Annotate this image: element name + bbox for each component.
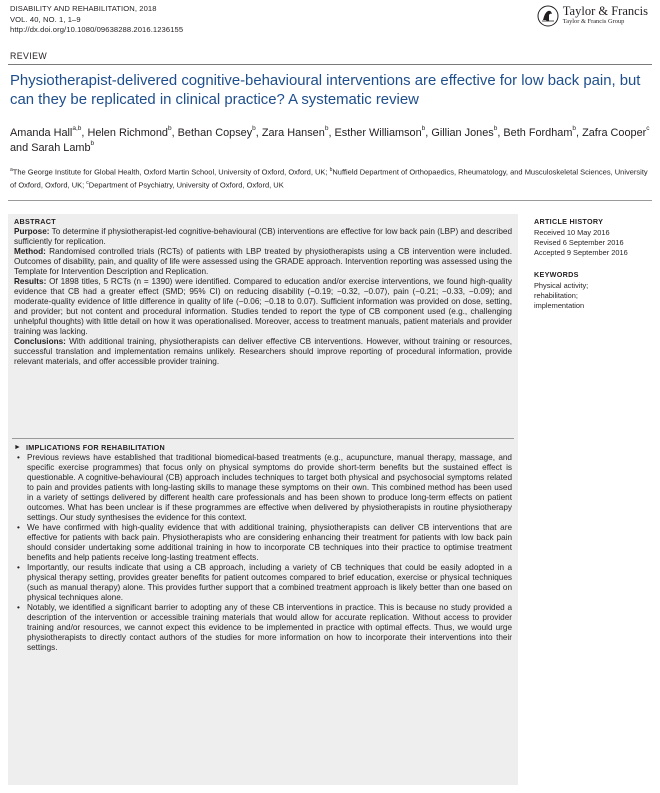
list-item: • Importantly, our results indicate that using a CB approach, including a variety of CB techniques that could be easily adopted in a physical therapy setting, provides greater benefits for patient outcomes compared to brief education, exercise or physical techniques (such as manual therapy) alone. This provides further support that a combined treatment approach is likely better than one based on physical techniques alone. bbox=[17, 563, 512, 602]
abstract-heading: ABSTRACT bbox=[14, 217, 56, 226]
keyword: Physical activity; bbox=[534, 281, 589, 290]
abstract bbox=[14, 217, 512, 367]
article-history-heading: ARTICLE HISTORY bbox=[534, 217, 604, 226]
accepted-date: Accepted 9 September 2016 bbox=[534, 248, 628, 257]
doi-link[interactable]: http://dx.doi.org/10.1080/09638288.2016.1236155 bbox=[10, 25, 184, 35]
triangle-right-icon: ► bbox=[14, 444, 21, 451]
author-7: Beth Fordham$^b$, bbox=[503, 125, 583, 139]
list-item: • Notably, we identified a significant barrier to adopting any of these CB interventions in practice. This is because no study provided a description of the intervention or accessible training materials that would allow for accurate replication. Without access to provider training and/or resources, we cannot expect this evidence to be implemented in practice with optimal effects. Thus, we would urge physiotherapists to directly contact authors of the studies for more information on how to incorporate their interventions into their settings. bbox=[17, 603, 512, 652]
affiliation-c: Department of Psychiatry, University of Oxford, Oxford, UK bbox=[88, 180, 284, 189]
author-list bbox=[10, 126, 650, 156]
bullet-icon: • bbox=[17, 563, 20, 572]
author-1: Amanda Hall$^{a,b}$, bbox=[10, 125, 88, 139]
author-6: Gillian Jones$^b$, bbox=[431, 125, 504, 139]
abstract-conclusions: Conclusions: With additional training, physiotherapists can deliver effective CB interventions. However, without training or resources, successful translation and implementation remains unlikely. Researchers should improve reporting of procedural information, provide relevant materials, and offer accessible provider training. bbox=[14, 337, 512, 366]
author-4: Zara Hansen$^b$, bbox=[261, 125, 335, 139]
revised-date: Revised 6 September 2016 bbox=[534, 238, 624, 247]
implications-section bbox=[14, 443, 512, 653]
journal-header bbox=[10, 4, 183, 36]
author-2: Helen Richmond$^b$, bbox=[87, 125, 178, 139]
affiliation-b: Nuffield Department of Orthopaedics, Rheumatology, and Musculoskeletal Sciences, University of Oxford, Oxford, UK; bbox=[10, 167, 648, 189]
article-history bbox=[534, 217, 654, 258]
article-title: Physiotherapist-delivered cognitive-behavioural interventions are effective for low back pain, but can they be replicated in clinical practice? A systematic review bbox=[10, 73, 641, 108]
keyword: implementation bbox=[534, 301, 585, 310]
bullet-icon: • bbox=[17, 603, 20, 612]
affiliation-a: The George Institute for Global Health, Oxford Martin School, University of Oxford, Oxford, UK; bbox=[12, 167, 330, 177]
received-date: Received 10 May 2016 bbox=[534, 228, 610, 237]
journal-volume: VOL. 40, NO. 1, 1–9 bbox=[10, 14, 81, 24]
header-divider bbox=[8, 64, 652, 65]
implications-heading: IMPLICATIONS FOR REHABILITATION bbox=[25, 443, 165, 452]
affiliations: $^a$The George Institute for Global Health, Oxford Martin School, University of Oxford, Oxford, UK; $^b$Nuffield Department of Orthopaedics, Rheumatology, and Musculoskeletal Sciences, University of Oxford, Oxford, UK; $^c$Department of Psychiatry, University of Oxford, Oxford, UK bbox=[10, 167, 648, 189]
abstract-purpose: Purpose: To determine if physiotherapist-led cognitive-behavioural (CB) interventions are effective for low back pain (LBP) and described sufficiently for replication. bbox=[14, 227, 512, 246]
bullet-icon: • bbox=[17, 453, 20, 462]
abstract-method: Method: Randomised controlled trials (RCTs) of patients with LBP treated by physiotherapists using a CB intervention were included. Outcomes of disability, pain, and quality of life were assessed using the GRADE approach. Intervention reporting was assessed using the Template for Intervention Description and Replication. bbox=[14, 247, 512, 276]
list-item: • Previous reviews have established that traditional biomedical-based treatments (e.g., acupuncture, manual therapy, massage, and specific exercise programmes) that focus only on physical symptoms do provide short-term benefits but the sustained effect is questionable. A cognitive-behavioural (CB) approach includes techniques to target both physical and psychosocial symptoms related to pain and provides patients with long-lasting skills to manage these symptoms on their own. This combined method has been used in a variety of settings delivered by different health care professionals and has been shown to produce long-term effects on patient outcomes. What has been unclear is if these programmes are effective when delivered by physiotherapists in routine physiotherapy settings. Our study synthesises the evidence for this context. bbox=[17, 453, 512, 522]
publisher-brand bbox=[537, 5, 648, 27]
journal-name: DISABILITY AND REHABILITATION, 2018 bbox=[10, 4, 157, 13]
publisher-group: Taylor & Francis Group bbox=[562, 18, 625, 25]
article-sidebar bbox=[534, 217, 654, 323]
publisher-name: Taylor & Francis bbox=[562, 4, 648, 18]
article-type: REVIEW bbox=[10, 51, 48, 61]
keyword: rehabilitation; bbox=[534, 291, 578, 300]
keywords bbox=[534, 270, 654, 311]
author-8: Zafra Cooper$^c$ and bbox=[10, 125, 650, 154]
author-5: Esther Williamson$^b$, bbox=[334, 125, 432, 139]
abstract-results: Results: Of 1898 titles, 5 RCTs (n = 1390) were identified. Compared to education and/or exercise interventions, we found high-quality evidence that CB had a greater effect (SMD; 95% CI) on reducing disability (−0.19; −0.32, −0.07), pain (−0.21; −0.33, −0.09); and moderate-quality evidence of little difference in quality of life (−0.06; −0.18 to 0.07). Sufficient information was provided on dose, setting, and provider; but not content and procedural information. Studies tended to report the type of CB component used (e.g., challenging unhelpful thoughts) with little detail on how it was operationalised. Moreover, access to treatment manuals, patient materials and provider training was lacking. bbox=[14, 277, 512, 336]
abstract-divider bbox=[12, 438, 514, 439]
author-9: Sarah Lamb$^b$ bbox=[31, 140, 95, 154]
keywords-heading: KEYWORDS bbox=[534, 270, 579, 279]
implications-list bbox=[14, 453, 512, 653]
list-item: • We have confirmed with high-quality evidence that with additional training, physiotherapists can deliver CB interventions that are effective for patients with back pain. Physiotherapists who are considering enhancing their treatment for patients with low back pain should consider undertaking some additional training in how to incorporate CB techniques into their practice to optimise treatment benefits and help patients receive long-lasting treatment effects. bbox=[17, 523, 512, 562]
section-divider bbox=[8, 200, 652, 201]
author-3: Bethan Copsey$^b$, bbox=[177, 125, 262, 139]
taylor-francis-logo-icon bbox=[537, 5, 559, 27]
bullet-icon: • bbox=[17, 523, 20, 532]
